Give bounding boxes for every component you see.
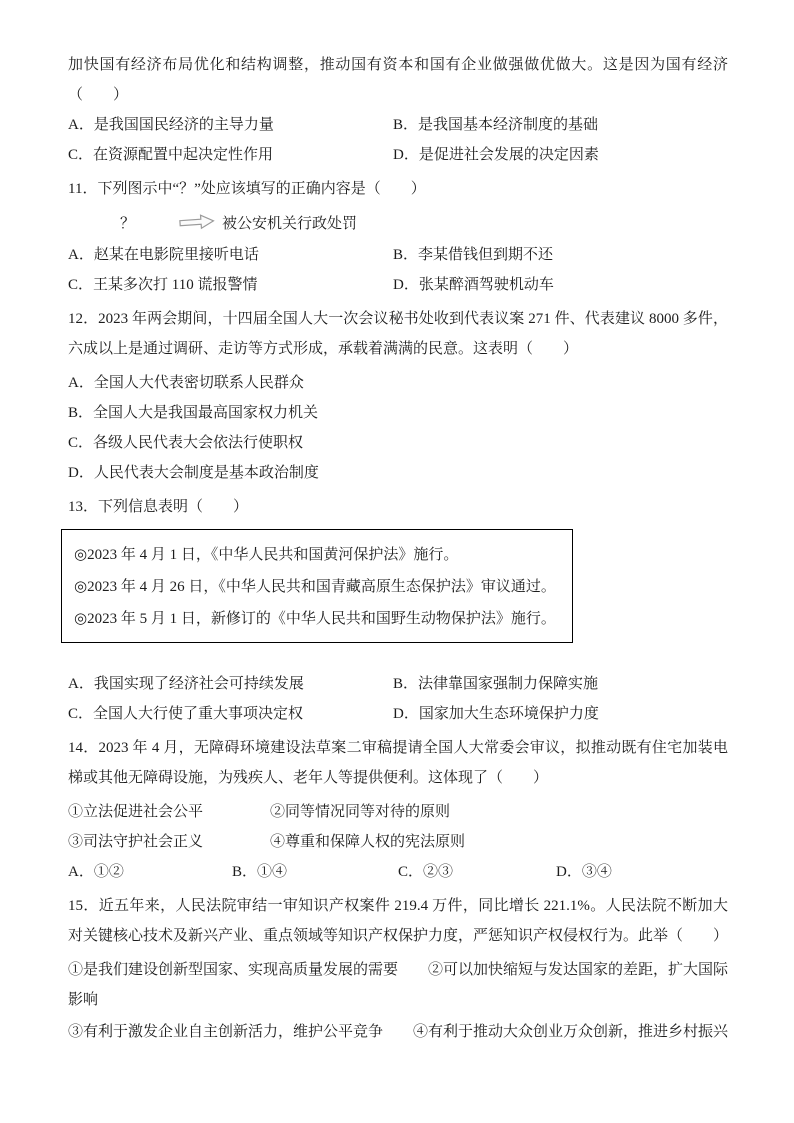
question-10-stem: 加快国有经济布局优化和结构调整，推动国有资本和国有企业做强做优做大。这是因为国有经济（ ） — [68, 57, 728, 103]
question-11 — [68, 174, 728, 300]
question-10-options-ab — [68, 110, 728, 140]
question-14-items-34 — [68, 827, 728, 857]
question-13-options-cd — [68, 699, 728, 729]
question-10-option-c: C．在资源配置中起决定性作用 — [68, 147, 274, 163]
question-11-option-d: D．张某醉酒驾驶机动车 — [393, 277, 554, 293]
question-12-option-b: B．全国人大是我国最高国家权力机关 — [68, 405, 319, 421]
question-14-items-12 — [68, 797, 728, 827]
question-13-info-box — [61, 529, 573, 643]
question-14 — [68, 733, 728, 887]
question-14-option-d: D．③④ — [556, 864, 612, 880]
question-10-option-a: A．是我国国民经济的主导力量 — [68, 117, 274, 133]
diagram-placeholder-question-mark: ？ — [120, 215, 136, 232]
question-14-item-1: ①立法促进社会公平 — [68, 804, 204, 820]
question-15 — [68, 891, 728, 1047]
question-14-item-3: ③司法守护社会正义 — [68, 834, 204, 850]
question-13-stem: 13．下列信息表明（ ） — [68, 499, 249, 515]
question-13-option-d: D．国家加大生态环境保护力度 — [393, 706, 599, 722]
question-10-options-cd — [68, 140, 728, 170]
info-box-line: ◎2023 年 4 月 1 日，《中华人民共和国黄河保护法》施行。 — [74, 547, 459, 563]
question-11-option-c: C．王某多次打 110 谎报警情 — [68, 277, 258, 293]
question-12-option-c: C．各级人民代表大会依法行使职权 — [68, 435, 304, 451]
question-11-options-ab — [68, 240, 728, 270]
question-14-item-2: ②同等情况同等对待的原则 — [270, 804, 451, 820]
question-14-answer-row — [68, 857, 728, 887]
question-12 — [68, 304, 728, 488]
question-12-stem: 12．2023 年两会期间，十四届全国人大一次会议秘书处收到代表议案 271 件、代表建议 8000 多件，六成以上是通过调研、走访等方式形成，承载着满满的民意。这表明（ ） — [68, 311, 728, 357]
question-13-option-b: B．法律靠国家强制力保障实施 — [393, 676, 599, 692]
question-15-items-34: ③有利于激发企业自主创新活力，维护公平竞争 ④有利于推动大众创业万众创新，推进乡村振兴 — [68, 1024, 729, 1040]
question-10-option-d: D．是促进社会发展的决定因素 — [393, 147, 599, 163]
question-11-diagram — [68, 204, 728, 240]
question-11-option-b: B．李某借钱但到期不还 — [393, 247, 554, 263]
diagram-result-text: 被公安机关行政处罚 — [222, 215, 358, 232]
question-11-stem: 11．下列图示中“？”处应该填写的正确内容是（ ） — [68, 181, 426, 197]
question-12-option-a: A．全国人大代表密切联系人民群众 — [68, 375, 304, 391]
question-14-option-c: C．②③ — [398, 864, 454, 880]
question-11-option-a: A．赵某在电影院里接听电话 — [68, 247, 259, 263]
info-box-line: ◎2023 年 5 月 1 日，新修订的《中华人民共和国野生动物保护法》施行。 — [74, 611, 556, 627]
question-10 — [68, 50, 728, 170]
question-13-option-a: A．我国实现了经济社会可持续发展 — [68, 676, 304, 692]
question-14-stem: 14．2023 年 4 月，无障碍环境建设法草案二审稿提请全国人大常委会审议，拟推动既有住宅加装电梯或其他无障碍设施，为残疾人、老年人等提供便利。这体现了（ ） — [68, 740, 728, 786]
question-15-stem: 15．近五年来，人民法院审结一审知识产权案件 219.4 万件，同比增长 221.1%。人民法院不断加大对关键核心技术及新兴产业、重点领域等知识产权保护力度，严惩知识产权侵权行为。此举（ ） — [68, 898, 729, 944]
question-13-options-ab — [68, 669, 728, 699]
question-14-option-b: B．①④ — [232, 864, 288, 880]
question-14-item-4: ④尊重和保障人权的宪法原则 — [270, 834, 466, 850]
question-13-option-c: C．全国人大行使了重大事项决定权 — [68, 706, 304, 722]
info-box-line: ◎2023 年 4 月 26 日，《中华人民共和国青藏高原生态保护法》审议通过。 — [74, 579, 556, 595]
question-12-option-d: D．人民代表大会制度是基本政治制度 — [68, 465, 319, 481]
question-15-items-12: ①是我们建设创新型国家、实现高质量发展的需要 ②可以加快缩短与发达国家的差距，扩大国际影响 — [68, 962, 729, 1008]
question-10-option-b: B．是我国基本经济制度的基础 — [393, 117, 599, 133]
question-13 — [68, 492, 728, 729]
question-14-option-a: A．①② — [68, 864, 124, 880]
right-block-arrow-icon — [179, 213, 216, 231]
question-11-options-cd — [68, 270, 728, 300]
